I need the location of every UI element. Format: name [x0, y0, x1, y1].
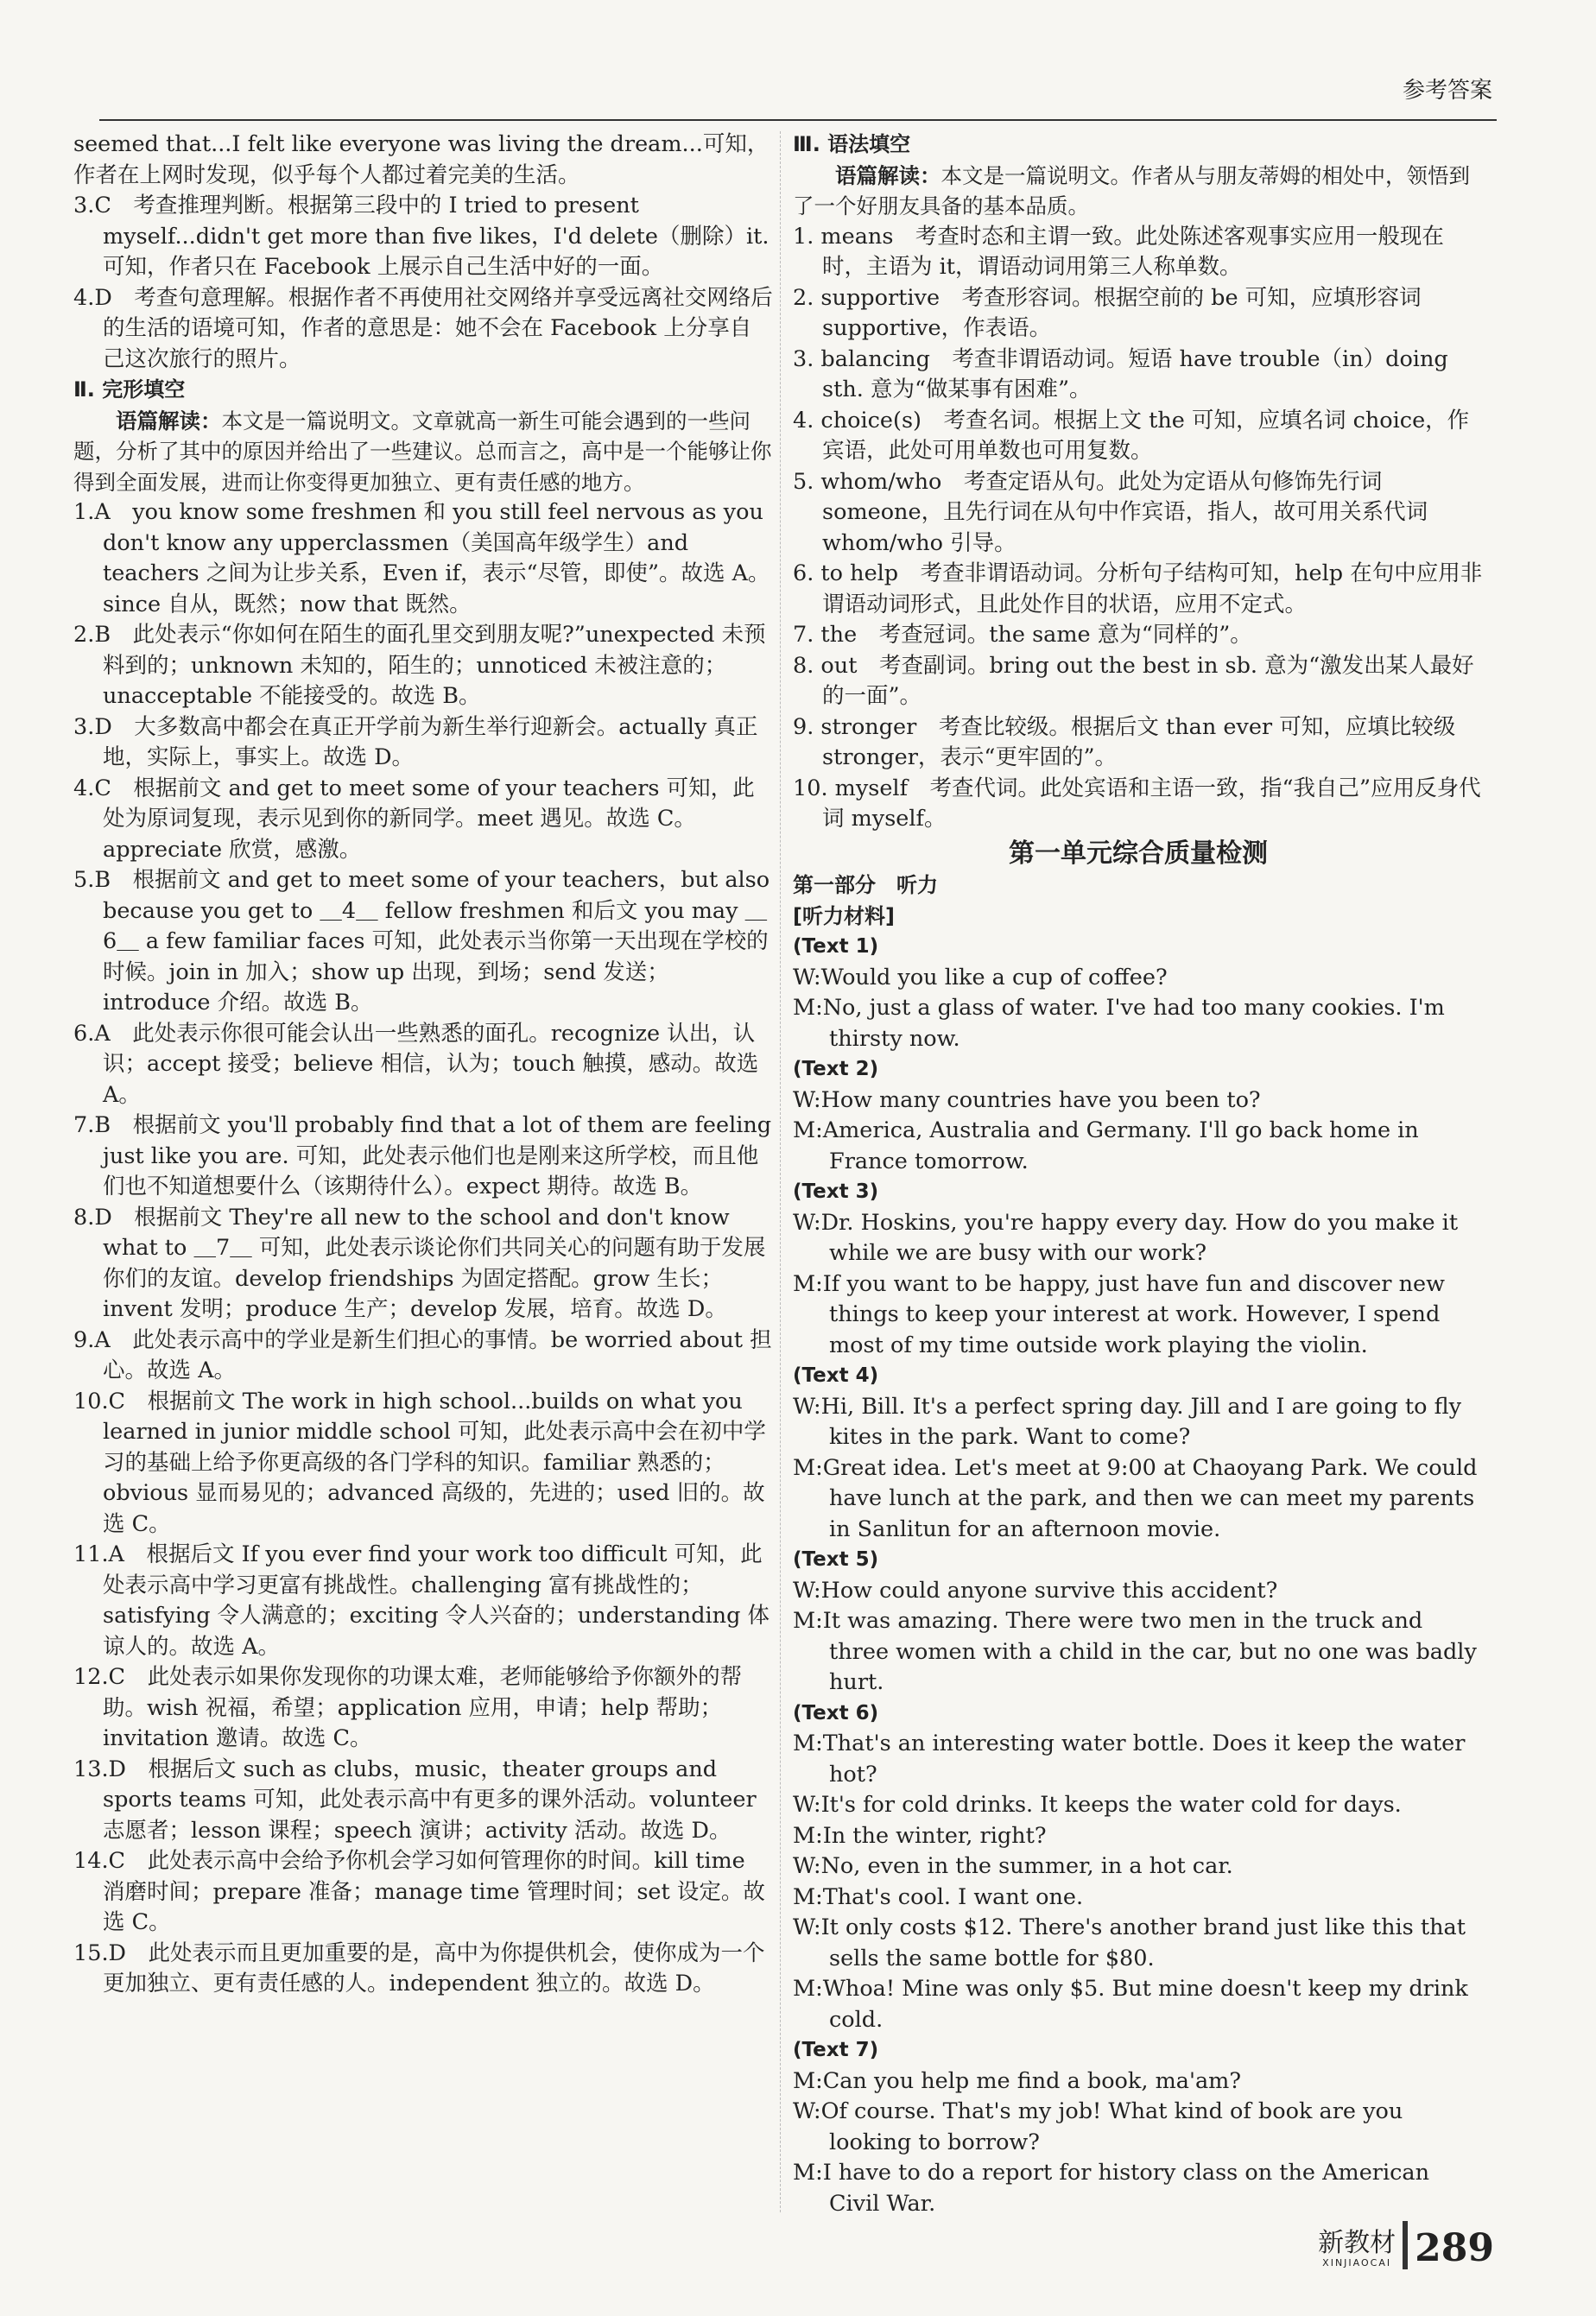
answer-item: 9. stronger 考查比较级。根据后文 than ever 可知，应填比较级 stronger，表示“更牢固的”。 — [793, 713, 1456, 770]
answer-item: 10. myself 考查代词。此处宾语和主语一致，指“我自己”应用反身代词 myself。 — [793, 775, 1481, 832]
column-divider — [780, 131, 781, 2212]
right-column — [793, 130, 1484, 2219]
dialogue-line: W:No, even in the summer, in a hot car. — [793, 1853, 1233, 1879]
text-label: (Text 3) — [793, 1180, 879, 1203]
dialogue-line: M:That's cool. I want one. — [793, 1883, 1084, 1910]
interpretation-label: 语篇解读： — [116, 408, 222, 433]
answer-item: 4. choice(s) 考查名词。根据上文 the 可知，应填名词 choice，作宾语，此处可用单数也可用复数。 — [793, 407, 1470, 464]
passage-interpretation — [73, 406, 773, 498]
answer-item: 6.A 此处表示你很可能会认出一些熟悉的面孔。recognize 认出，认识；accept 接受；believe 相信，认为；touch 触摸，感动。故选 A。 — [73, 1020, 759, 1108]
dialogue-line: W:Would you like a cup of coffee? — [793, 964, 1168, 990]
header-rule — [99, 119, 1497, 121]
dialogue-line: M:America, Australia and Germany. I'll go back home in France tomorrow. — [793, 1117, 1419, 1174]
answer-item: 15.D 此处表示而且更加重要的是，高中为你提供机会，使你成为一个更加独立、更有责任感的人。independent 独立的。故选 D。 — [73, 1939, 765, 1996]
running-header: 参考答案 — [1402, 78, 1492, 104]
dialogue-line: W:Dr. Hoskins, you're happy every day. How do you make it while we are busy with our work? — [793, 1209, 1459, 1266]
interpretation-label: 语篇解读： — [835, 162, 941, 188]
brand-logo: 新教材 XINJIAOCAI — [1318, 2228, 1396, 2269]
answer-item: 8. out 考查副词。bring out the best in sb. 意为“激发出某人最好的一面”。 — [793, 652, 1474, 709]
text-label: (Text 4) — [793, 1364, 879, 1387]
paragraph: seemed that...I felt like everyone was living the dream...可知，作者在上网时发现，似乎每个人都过着完美的生活。 — [73, 131, 770, 188]
dialogue-line: W:How many countries have you been to? — [793, 1086, 1261, 1113]
dialogue-line: M:Great idea. Let's meet at 9:00 at Chaoyang Park. We could have lunch at the park, and then we can meet my parents in Sanlitun for an afternoon movie. — [793, 1454, 1478, 1542]
answer-item: 5. whom/who 考查定语从句。此处为定语从句修饰先行词 someone，且先行词在从句中作宾语，指人，故可用关系代词 whom/who 引导。 — [793, 468, 1428, 556]
answer-item: 12.C 此处表示如果你发现你的功课太难，老师能够给予你额外的帮助。wish 祝福，希望；application 应用，申请；help 帮助；invitation 邀请。故选 C。 — [73, 1664, 743, 1751]
answer-item: 7. the 考查冠词。the same 意为“同样的”。 — [793, 622, 1252, 648]
dialogue-line: M:That's an interesting water bottle. Does it keep the water hot? — [793, 1731, 1466, 1788]
dialogue-line: M:In the winter, right? — [793, 1822, 1047, 1849]
answer-item: 4.D 考查句意理解。根据作者不再使用社交网络并享受远离社交网络后的生活的语境可知，作者的意思是：她不会在 Facebook 上分享自己这次旅行的照片。 — [73, 284, 773, 372]
listening-material-heading: [听力材料] — [793, 903, 895, 928]
text-label: (Text 2) — [793, 1058, 879, 1080]
text-label: (Text 1) — [793, 935, 879, 958]
answer-item: 2.B 此处表示“你如何在陌生的面孔里交到朋友呢?”unexpected 未预料到的；unknown 未知的，陌生的；unnoticed 未被注意的；unacceptable 不能接受的。故选 B。 — [73, 622, 766, 709]
dialogue-line: M:No, just a glass of water. I've had too many cookies. I'm thirsty now. — [793, 995, 1445, 1052]
answer-item: 1.A you know some freshmen 和 you still feel nervous as you don't know any upperclassmen（美国高年级学生）and teachers 之间为让步关系，Even if，表示“尽管，即使”。故选 A。since 自从，既然；now that 既然。 — [73, 499, 770, 617]
dialogue-line: W:How could anyone survive this accident? — [793, 1577, 1278, 1604]
answer-item: 5.B 根据前文 and get to meet some of your teachers，but also because you get to ＿4＿ fellow freshmen 和后文 you may ＿6＿ a few familiar faces 可知，此处表示当你第一天出现在学校的时候。join in 加入；show up 出现，到场；send 发送；introduce 介绍。故选 B。 — [73, 867, 770, 1016]
dialogue-line: M:It was amazing. There were two men in the truck and three women with a child in the car, but no one was badly hurt. — [793, 1608, 1477, 1695]
dialogue-line: W:Of course. That's my job! What kind of book are you looking to borrow? — [793, 2098, 1403, 2155]
answer-item: 3.D 大多数高中都会在真正开学前为新生举行迎新会。actually 真正地，实际上，事实上。故选 D。 — [73, 713, 758, 770]
text-label: (Text 7) — [793, 2039, 879, 2061]
part-heading: 第一部分 听力 — [793, 873, 938, 897]
answer-item: 7.B 根据前文 you'll probably find that a lot of them are feeling just like you are. 可知，此处表示他们也是刚来这所学校，而且他们也不知道想要什么（该期待什么）。expect 期待。故选 B。 — [73, 1112, 772, 1199]
interpretation-text: 本文是一篇说明文。文章就高一新生可能会遇到的一些问题，分析了其中的原因并给出了一些建议。总而言之，高中是一个能够让你得到全面发展，进而让你变得更加独立、更有责任感的地方。 — [73, 408, 772, 495]
dialogue-line: W:Hi, Bill. It's a perfect spring day. Jill and I are going to fly kites in the park. Want to come? — [793, 1393, 1461, 1450]
answer-item: 13.D 根据后文 such as clubs，music，theater groups and sports teams 可知，此处表示高中有更多的课外活动。volunteer 志愿者；lesson 课程；speech 演讲；activity 活动。故选 D。 — [73, 1756, 757, 1844]
answer-item: 2. supportive 考查形容词。根据空前的 be 可知，应填形容词 supportive，作表语。 — [793, 284, 1422, 341]
dialogue-line: M:I have to do a report for history class on the American Civil War. — [793, 2160, 1430, 2217]
dialogue-line: M:Can you help me find a book, ma'am? — [793, 2067, 1242, 2094]
answer-item: 1. means 考查时态和主谓一致。此处陈述客观事实应用一般现在时，主语为 it，谓语动词用第三人称单数。 — [793, 223, 1444, 280]
passage-interpretation — [793, 161, 1484, 222]
answer-item: 10.C 根据前文 The work in high school...builds on what you learned in junior middle school 可知，此处表示高中会在初中学习的基础上给予你更高级的各门学科的知识。familiar 熟悉的；obvious 显而易见的；advanced 高级的，先进的；used 旧的。故选 C。 — [73, 1388, 766, 1537]
answer-item: 8.D 根据前文 They're all new to the school and don't know what to ＿7＿ 可知，此处表示谈论你们共同关心的问题有助于发展你们的友谊。develop friendships 为固定搭配。grow 生长；invent 发明；produce 生产；develop 发展，培育。故选 D。 — [73, 1204, 766, 1322]
footer-bar — [1403, 2221, 1408, 2269]
text-label: (Text 5) — [793, 1548, 879, 1571]
dialogue-line: M:Whoa! Mine was only $5. But mine doesn't keep my drink cold. — [793, 1976, 1468, 2033]
answer-item: 3. balancing 考查非谓语动词。短语 have trouble（in）doing sth. 意为“做某事有困难”。 — [793, 345, 1448, 402]
page-number: 289 — [1415, 2226, 1494, 2270]
answer-item: 14.C 此处表示高中会给予你机会学习如何管理你的时间。kill time 消磨时间；prepare 准备；manage time 管理时间；set 设定。故选 C。 — [73, 1848, 765, 1935]
dialogue-line: W:It's for cold drinks. It keeps the water cold for days. — [793, 1792, 1402, 1818]
listening-scripts — [793, 932, 1484, 2219]
unit-title: 第一单元综合质量检测 — [1009, 838, 1268, 869]
answer-item: 9.A 此处表示高中的学业是新生们担心的事情。be worried about 担心。故选 A。 — [73, 1326, 772, 1383]
text-label: (Text 6) — [793, 1701, 879, 1724]
grammar-answers — [793, 222, 1484, 835]
answer-item: 4.C 根据前文 and get to meet some of your teachers 可知，此处为原词复现，表示见到你的新同学。meet 遇见。故选 C。appreciate 欣赏，感激。 — [73, 775, 755, 863]
answer-item: 6. to help 考查非谓语动词。分析句子结构可知，help 在句中应用非谓语动词形式，且此处作目的状语，应用不定式。 — [793, 560, 1483, 617]
page-footer — [1318, 2221, 1494, 2269]
interpretation-text: 本文是一篇说明文。作者从与朋友蒂姆的相处中，领悟到了一个好朋友具备的基本品质。 — [793, 162, 1470, 218]
answer-item: 11.A 根据后文 If you ever find your work too difficult 可知，此处表示高中学习更富有挑战性。challenging 富有挑战性的；satisfying 令人满意的；exciting 令人兴奋的；understanding 体谅人的。故选 A。 — [73, 1541, 770, 1660]
dialogue-line: W:It only costs $12. There's another brand just like this that sells the same bottle for $80. — [793, 1914, 1466, 1971]
section-heading-grammar: Ⅲ. 语法填空 — [793, 132, 911, 156]
answer-item: 3.C 考查推理判断。根据第三段中的 I tried to present myself...didn't get more than five likes，I'd delete（删除）it. 可知，作者只在 Facebook 上展示自己生活中好的一面。 — [73, 193, 770, 280]
dialogue-line: M:If you want to be happy, just have fun and discover new things to keep your interest at work. However, I spend most of my time outside work playing the violin. — [793, 1270, 1445, 1358]
section-heading: Ⅱ. 完形填空 — [73, 377, 186, 402]
left-column — [73, 130, 773, 2000]
